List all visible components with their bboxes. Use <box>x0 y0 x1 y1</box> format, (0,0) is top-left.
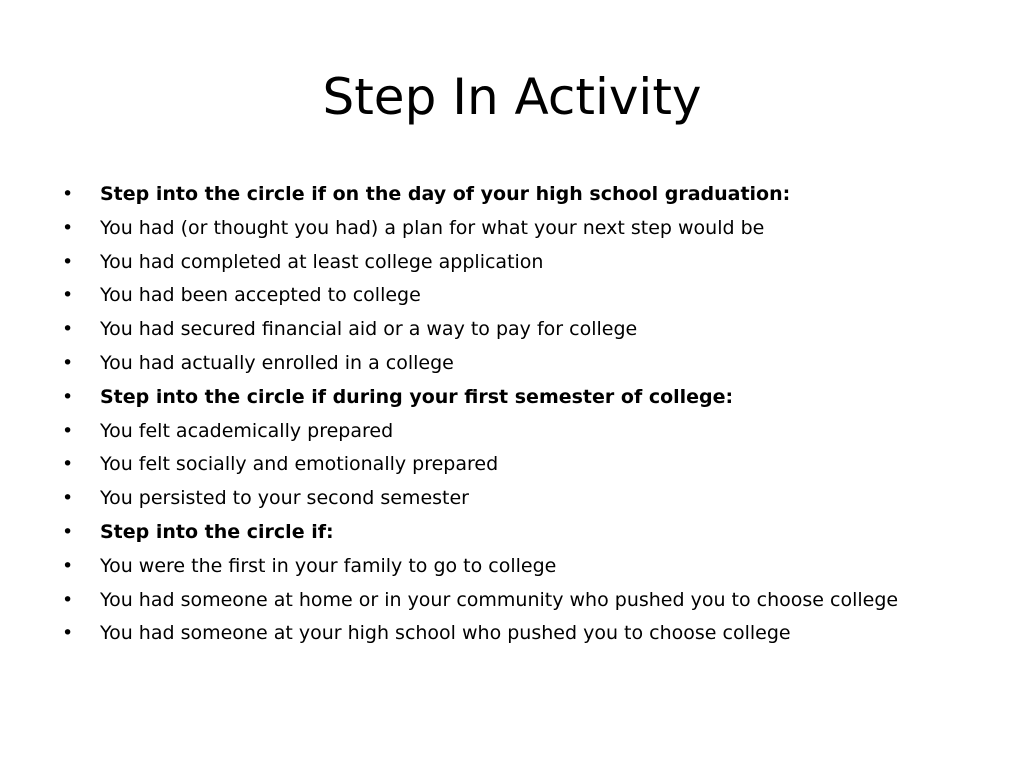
bullet-text: You were the first in your family to go to college <box>100 554 557 577</box>
bullet-item <box>62 417 962 445</box>
bullet-item <box>62 450 962 478</box>
bullet-icon: • <box>62 419 74 442</box>
bullet-list <box>62 180 962 653</box>
bullet-item <box>62 484 962 512</box>
bullet-item <box>62 586 962 614</box>
bullet-icon: • <box>62 284 74 307</box>
bullet-text: Step into the circle if on the day of your high school graduation: <box>100 183 791 205</box>
bullet-text: You had someone at home or in your community who pushed you to choose college <box>100 588 899 611</box>
bullet-text: You persisted to your second semester <box>100 487 469 510</box>
bullet-icon: • <box>62 318 74 341</box>
bullet-item <box>62 349 962 377</box>
bullet-text: You felt academically prepared <box>100 419 394 442</box>
bullet-icon: • <box>62 216 74 239</box>
bullet-text: You had been accepted to college <box>100 284 421 307</box>
bullet-text: You had secured financial aid or a way to pay for college <box>100 318 638 341</box>
slide-title: Step In Activity <box>322 68 702 126</box>
bullet-heading <box>62 518 962 546</box>
bullet-item <box>62 281 962 309</box>
bullet-item <box>62 315 962 343</box>
bullet-icon: • <box>62 554 74 577</box>
bullet-text: You had completed at least college application <box>100 250 544 273</box>
bullet-heading <box>62 180 962 208</box>
bullet-icon: • <box>62 351 74 374</box>
bullet-text: You had someone at your high school who pushed you to choose college <box>100 622 791 645</box>
bullet-text: Step into the circle if during your first semester of college: <box>100 385 734 408</box>
bullet-icon: • <box>62 520 74 543</box>
bullet-icon: • <box>62 183 74 205</box>
bullet-item <box>62 552 962 580</box>
bullet-item <box>62 214 962 242</box>
bullet-item <box>62 248 962 276</box>
bullet-text: You had actually enrolled in a college <box>100 351 454 374</box>
bullet-icon: • <box>62 453 74 476</box>
bullet-text: You had (or thought you had) a plan for what your next step would be <box>100 216 765 239</box>
bullet-text: You felt socially and emotionally prepared <box>100 453 499 476</box>
bullet-icon: • <box>62 622 74 645</box>
bullet-icon: • <box>62 487 74 510</box>
bullet-icon: • <box>62 250 74 273</box>
bullet-heading <box>62 383 962 411</box>
bullet-icon: • <box>62 385 74 408</box>
bullet-item <box>62 619 962 647</box>
bullet-text: Step into the circle if: <box>100 520 334 543</box>
bullet-icon: • <box>62 588 74 611</box>
